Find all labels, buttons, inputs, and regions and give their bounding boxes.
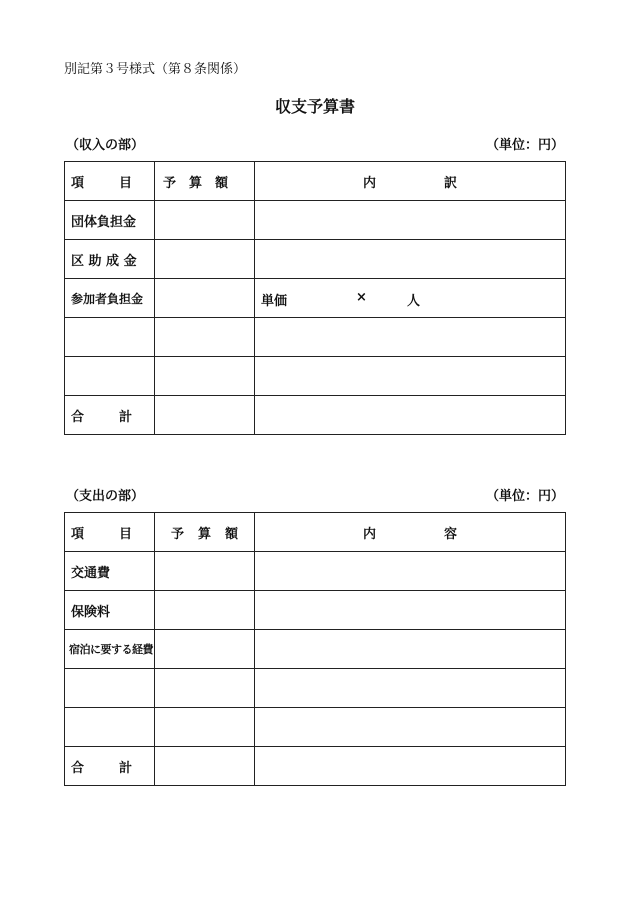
income-budget-cell[interactable]	[155, 318, 255, 357]
income-header-budget: 予 算 額	[155, 162, 255, 201]
person-label: 人	[407, 294, 421, 309]
table-row	[65, 357, 566, 396]
table-row	[65, 240, 566, 279]
income-item-label: 区 助 成 金	[65, 240, 155, 279]
income-total-detail[interactable]	[255, 396, 566, 435]
expense-header-item: 項 目	[65, 513, 155, 552]
income-item-label: 参加者負担金	[65, 279, 155, 318]
form-reference: 別記第３号様式（第８条関係）	[64, 62, 247, 77]
income-budget-cell[interactable]	[155, 201, 255, 240]
income-item-label[interactable]	[65, 357, 155, 396]
income-unit-label: （単位：円）	[485, 138, 564, 153]
income-detail-cell[interactable]	[255, 357, 566, 396]
expense-detail-cell[interactable]	[255, 630, 566, 669]
income-item-label[interactable]	[65, 318, 155, 357]
expense-item-label[interactable]	[65, 708, 155, 747]
multiply-sign: ×	[356, 290, 367, 305]
income-section-label: （収入の部）	[66, 138, 145, 153]
expense-header-budget: 予 算 額	[155, 513, 255, 552]
income-header-detail: 内 訳	[255, 162, 566, 201]
expense-header-row	[65, 513, 566, 552]
income-table	[64, 161, 566, 435]
income-total-label: 合 計	[65, 396, 155, 435]
expense-budget-cell[interactable]	[155, 630, 255, 669]
expense-total-detail[interactable]	[255, 747, 566, 786]
expense-detail-cell[interactable]	[255, 591, 566, 630]
expense-unit-label: （単位：円）	[485, 489, 564, 504]
expense-detail-cell[interactable]	[255, 708, 566, 747]
income-budget-cell[interactable]	[155, 279, 255, 318]
document-title: 収支予算書	[274, 97, 355, 116]
expense-total-budget[interactable]	[155, 747, 255, 786]
income-detail-cell[interactable]	[255, 240, 566, 279]
table-row	[65, 630, 566, 669]
expense-detail-cell[interactable]	[255, 552, 566, 591]
income-detail-cell[interactable]	[255, 318, 566, 357]
income-total-row	[65, 396, 566, 435]
expense-item-label: 交通費	[65, 552, 155, 591]
income-detail-cell[interactable]	[255, 279, 566, 318]
income-budget-cell[interactable]	[155, 240, 255, 279]
expense-total-row	[65, 747, 566, 786]
table-row	[65, 591, 566, 630]
table-row	[65, 318, 566, 357]
expense-budget-cell[interactable]	[155, 708, 255, 747]
table-row	[65, 279, 566, 318]
expense-header-detail: 内 容	[255, 513, 566, 552]
expense-section-label: （支出の部）	[66, 489, 145, 504]
income-header-row	[65, 162, 566, 201]
income-total-budget[interactable]	[155, 396, 255, 435]
expense-budget-cell[interactable]	[155, 669, 255, 708]
expense-detail-cell[interactable]	[255, 669, 566, 708]
expense-item-label: 保険料	[65, 591, 155, 630]
expense-table	[64, 512, 566, 786]
income-item-label: 団体負担金	[65, 201, 155, 240]
table-row	[65, 201, 566, 240]
expense-item-label: 宿泊に要する経費	[65, 630, 155, 669]
expense-total-label: 合 計	[65, 747, 155, 786]
income-budget-cell[interactable]	[155, 357, 255, 396]
table-row	[65, 552, 566, 591]
expense-item-label[interactable]	[65, 669, 155, 708]
table-row	[65, 669, 566, 708]
income-detail-cell[interactable]	[255, 201, 566, 240]
income-header-item: 項 目	[65, 162, 155, 201]
expense-budget-cell[interactable]	[155, 591, 255, 630]
table-row	[65, 708, 566, 747]
unit-price-label: 単価	[261, 294, 288, 309]
expense-budget-cell[interactable]	[155, 552, 255, 591]
